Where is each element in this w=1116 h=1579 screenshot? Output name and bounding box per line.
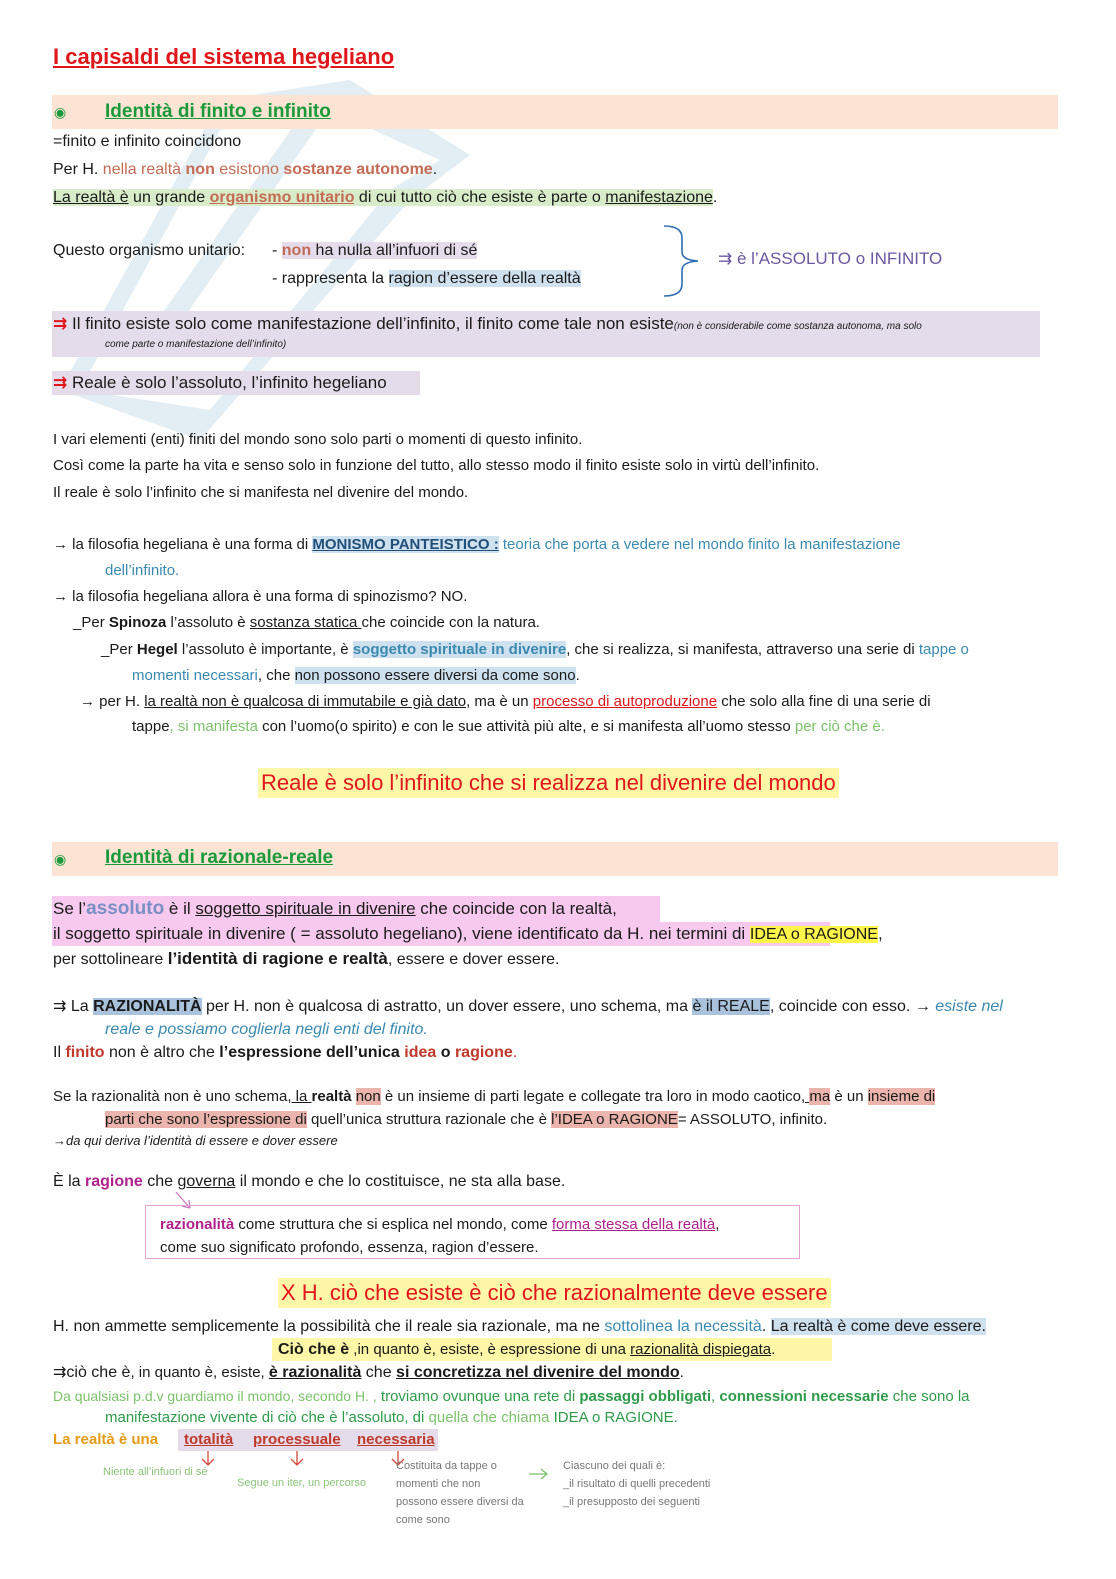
radio-bullet-icon: ◉ [54, 851, 67, 867]
section-heading-1: Identità di finito e infinito [105, 101, 331, 122]
pdv-line-cont: manifestazione vivente di ciò che è l’assoluto, di quella che chiama IDEA o RAGIONE. [105, 1409, 678, 1426]
pdv-line: Da qualsiasi p.d.v guardiamo il mondo, secondo H. , troviamo ovunque una rete di passaggi obbligati, connessioni necessarie che sono la [53, 1388, 970, 1405]
paragraph: Così come la parte ha vita e senso solo in funzione del tutto, allo stesso modo il finito esiste solo in virtù dell’infinito. [53, 457, 820, 474]
totalita-term: totalità [184, 1431, 234, 1448]
brace-icon [662, 224, 702, 298]
cioche2-line: ⇉ciò che è, in quanto è, esiste, è razionalità che si concretizza nel divenire del mondo. [53, 1364, 684, 1381]
idea-line: il soggetto spirituale in divenire ( = assoluto hegeliano), viene identificato da H. nei termini di IDEA o RAGIONE, [53, 924, 883, 943]
processo-line-cont: tappe, si manifesta con l’uomo(o spirito) e con le sue attività più alte, e si manifesta all’uomo stesso per ciò che è. [132, 718, 885, 735]
totalita-intro: La realtà è una [53, 1431, 159, 1448]
arrow-note: come parte o manifestazione dell’infinito) [105, 339, 287, 350]
monismo-line-cont: dell’infinito. [105, 562, 180, 579]
monismo-line: → la filosofia hegeliana è una forma di MONISMO PANTEISTICO : teoria che porta a vedere nel mondo finito la manifestazione [53, 536, 901, 553]
arrow-right-icon [527, 1466, 551, 1482]
page-title: I capisaldi del sistema hegeliano [53, 44, 395, 69]
arrow-down-icon [287, 1450, 307, 1468]
spinoza-line: _Per Spinoza l’assoluto è sostanza statica che coincide con la natura. [73, 614, 540, 631]
schema-line: Se la razionalità non è uno schema, la realtà non è un insieme di parti legate e collegate tra loro in modo caotico, ma è un insieme di [53, 1088, 936, 1105]
note-ciascuno: Ciascuno dei quali è: _il risultato di quelli precedenti _il presupposto dei seguenti [563, 1460, 711, 1508]
assoluto-line: Se l’assoluto è il soggetto spirituale in divenire che coincide con la realtà, [53, 898, 617, 919]
note-niente: Niente all’infuori di sé [103, 1466, 208, 1478]
deriva-note: →da qui deriva l’identità di essere e dover essere [53, 1133, 338, 1148]
paragraph: Il reale è solo l’infinito che si manifesta nel divenire del mondo. [53, 484, 469, 501]
organismo-item-2: - rappresenta la ragion d’essere della realtà [272, 270, 581, 287]
processuale-term: processuale [253, 1431, 341, 1448]
hegel-line: _Per Hegel l’assoluto è importante, è soggetto spirituale in divenire, che si realizza, si manifesta, attraverso una serie di tappe o [101, 641, 969, 658]
organismo-item-1: - non ha nulla all’infuori di sé [272, 242, 478, 259]
razionalita-box: razionalità come struttura che si esplica nel mondo, come forma stessa della realtà, come suo significato profondo, essenza, ragion d’essere. [145, 1205, 800, 1259]
note-costituita: Costituita da tappe o momenti che non possono essere diversi da come sono [396, 1460, 524, 1526]
paragraph: I vari elementi (enti) finiti del mondo sono solo parti o momenti di questo infinito. [53, 431, 583, 448]
arrow-statement-2: ⇉ Reale è solo l’assoluto, l’infinito hegeliano [53, 373, 387, 392]
conclusion-banner: Reale è solo l’infinito che si realizza nel divenire del mondo [258, 768, 839, 798]
cioche-line: Ciò che è ,in quanto è, esiste, è espressione di una razionalità dispiegata. [278, 1341, 776, 1358]
processo-line: → per H. la realtà non è qualcosa di immutabile e già dato, ma è un processo di autoproduzione che solo alla fine di una serie di [80, 693, 931, 710]
text-line: =finito e infinito coincidono [53, 133, 242, 150]
hegel-line-cont: momenti necessari, che non possono essere diversi da come sono. [132, 667, 580, 684]
ammette-line: H. non ammette semplicemente la possibilità che il reale sia razionale, ma ne sottolinea la necessità. La realtà è come deve essere. [53, 1318, 986, 1335]
organismo-label: Questo organismo unitario: [53, 242, 246, 259]
xh-banner: X H. ciò che esiste è ciò che razionalmente deve essere [278, 1278, 831, 1308]
identita-line: per sottolineare l’identità di ragione e realtà, essere e dover essere. [53, 949, 560, 968]
razionalita-line: ⇉ La RAZIONALITÀ per H. non è qualcosa di astratto, un dover essere, uno schema, ma è il REALE, coincide con esso. → esiste nel [53, 998, 1003, 1015]
razionalita-line-cont: reale e possiamo coglierla negli enti del finito. [105, 1021, 428, 1038]
arrow-statement-1: ⇉ Il finito esiste solo come manifestazione dell’infinito, il finito come tale non esiste(non è considerabile come sostanza autonoma, ma solo [53, 314, 922, 333]
organismo-result: ⇉ è l’ASSOLUTO o INFINITO [718, 249, 943, 268]
note-iter: Segue un iter, un percorso [237, 1477, 367, 1489]
governa-line: È la ragione che governa il mondo e che lo costituisce, ne sta alla base. [53, 1173, 566, 1190]
text-line: La realtà è un grande organismo unitario di cui tutto ciò che esiste è parte o manifestazione. [53, 189, 718, 206]
finito-line: Il finito non è altro che l’espressione dell’unica idea o ragione. [53, 1044, 518, 1061]
necessaria-term: necessaria [357, 1431, 435, 1448]
section-heading-2: Identità di razionale-reale [105, 847, 334, 868]
text-line: Per H. nella realtà non esistono sostanze autonome. [53, 161, 438, 178]
spinozismo-question: → la filosofia hegeliana allora è una forma di spinozismo? NO. [53, 588, 468, 605]
radio-bullet-icon: ◉ [54, 104, 67, 120]
schema-line-cont: parti che sono l’espressione di quell’unica struttura razionale che è l’IDEA o RAGIONE= ASSOLUTO, infinito. [105, 1111, 828, 1128]
